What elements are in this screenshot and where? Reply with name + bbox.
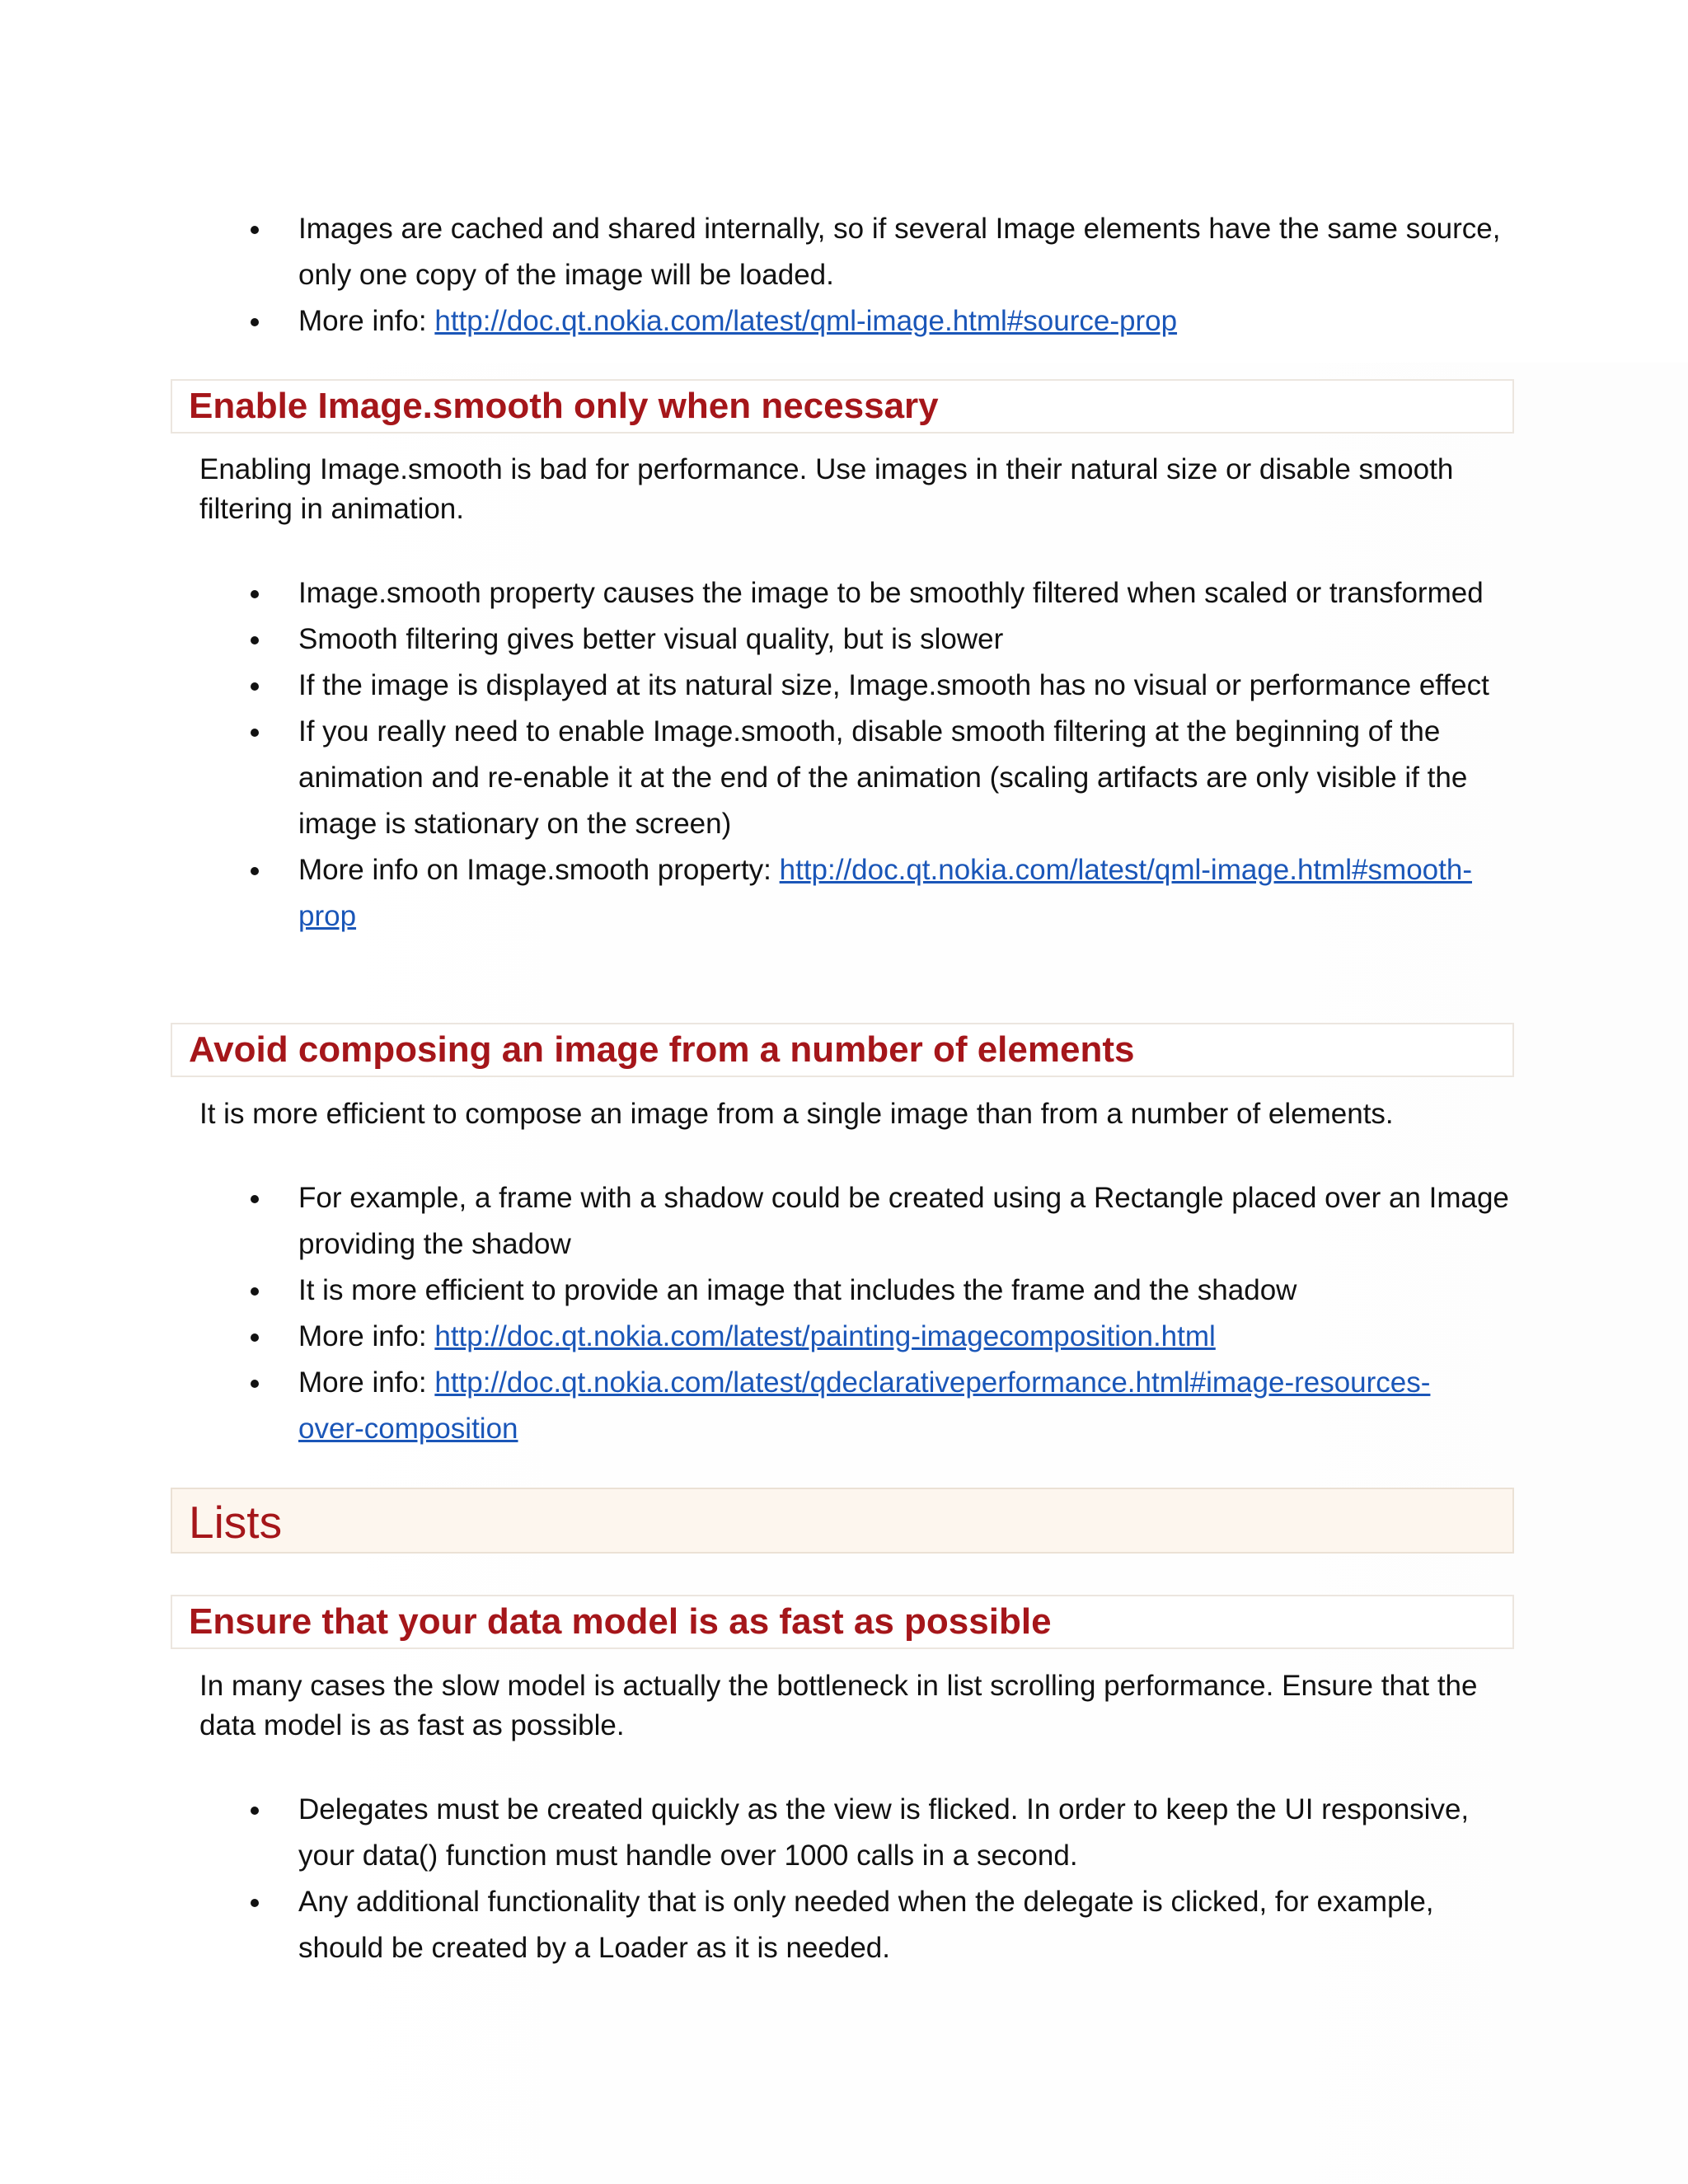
smooth-prop-link[interactable]: http://doc.qt.nokia.com/latest/qml-image.html#smooth- prop: [298, 854, 1472, 932]
chapter-heading: Lists: [189, 1497, 283, 1548]
model-bullet-list: [247, 1787, 1517, 1971]
list-item: Any additional functionality that is only needed when the delegate is clicked, for example, should be created by a Loader as it is needed.: [247, 1879, 1517, 1971]
list-item: Images are cached and shared internally, so if several Image elements have the same source, only one copy of the image will be loaded.: [247, 206, 1517, 298]
section-intro: Enabling Image.smooth is bad for performance. Use images in their natural size or disable smooth filtering in animation.: [199, 453, 1454, 525]
list-item: For example, a frame with a shadow could be created using a Rectangle placed over an Image providing the shadow: [247, 1175, 1517, 1268]
list-item: It is more efficient to provide an image that includes the frame and the shadow: [247, 1268, 1517, 1314]
section-header-compose: [171, 1023, 1514, 1077]
section-intro: It is more efficient to compose an image from a single image than from a number of elements.: [199, 1098, 1394, 1130]
list-item: If the image is displayed at its natural size, Image.smooth has no visual or performance effect: [247, 663, 1517, 709]
list-item: If you really need to enable Image.smooth, disable smooth filtering at the beginning of the animation and re-enable it at the end of the animation (scaling artifacts are only visible if the image is stationary on the screen): [247, 709, 1517, 847]
compose-bullet-list: [247, 1175, 1517, 1452]
section-heading: Enable Image.smooth only when necessary: [189, 386, 939, 426]
section-intro: In many cases the slow model is actually the bottleneck in list scrolling performance. Ensure that the data model is as fast as possible.: [199, 1670, 1478, 1741]
list-item: Delegates must be created quickly as the view is flicked. In order to keep the UI responsive, your data() function must handle over 1000 calls in a second.: [247, 1787, 1517, 1879]
list-item: More info on Image.smooth property: http://doc.qt.nokia.com/latest/qml-image.html#smooth- prop: [247, 847, 1517, 940]
section-header-smooth: [171, 379, 1514, 434]
performance-link[interactable]: http://doc.qt.nokia.com/latest/qdeclarativeperformance.html#image-resources- over-composition: [298, 1366, 1431, 1445]
section-header-model: [171, 1595, 1514, 1649]
imagecomposition-link[interactable]: http://doc.qt.nokia.com/latest/painting-imagecomposition.html: [434, 1320, 1216, 1352]
section-heading: Ensure that your data model is as fast as possible: [189, 1601, 1052, 1642]
list-item: More info: http://doc.qt.nokia.com/latest/qml-image.html#source-prop: [247, 298, 1517, 344]
smooth-bullet-list: [247, 570, 1517, 940]
list-item: More info: http://doc.qt.nokia.com/latest/qdeclarativeperformance.html#image-resources- over-composition: [247, 1360, 1517, 1452]
source-prop-link[interactable]: http://doc.qt.nokia.com/latest/qml-image.html#source-prop: [434, 305, 1178, 337]
list-item: More info: http://doc.qt.nokia.com/latest/painting-imagecomposition.html: [247, 1314, 1517, 1360]
section-heading: Avoid composing an image from a number of elements: [189, 1029, 1135, 1070]
chapter-header-lists: [171, 1488, 1514, 1554]
list-item: Smooth filtering gives better visual quality, but is slower: [247, 616, 1517, 663]
list-item: Image.smooth property causes the image to be smoothly filtered when scaled or transformed: [247, 570, 1517, 616]
intro-bullet-list: [247, 206, 1517, 344]
